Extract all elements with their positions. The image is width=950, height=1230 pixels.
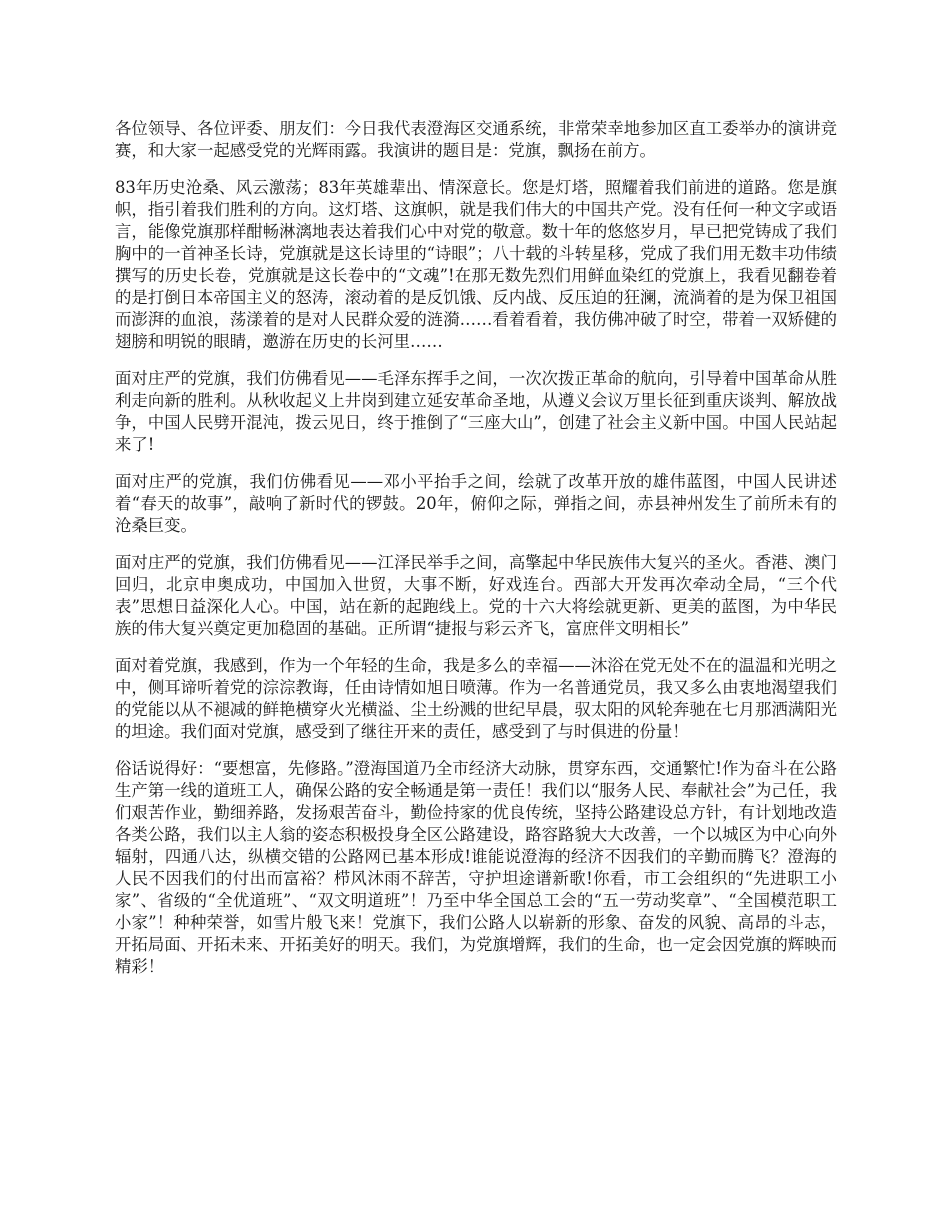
paragraph-jiang: 面对庄严的党旗，我们仿佛看见——江泽民举手之间，高擎起中华民族伟大复兴的圣火。香港、澳门回归，北京申奥成功，中国加入世贸，大事不断，好戏连台。西部大开发再次牵动全局，“三个代表”思想日益深化人心。中国，站在新的起跑线上。党的十六大将绘就更新、更美的蓝图，为中华民族的伟大复兴奠定更加稳固的基础。正所谓“捷报与彩云齐飞，富庶伴文明相长” [115, 553, 837, 638]
paragraph-feeling: 面对着党旗，我感到，作为一个年轻的生命，我是多么的幸福——沐浴在党无处不在的温温和光明之中，侧耳谛听着党的淙淙教诲，任由诗情如旭日喷薄。作为一名普通党员，我又多么由衷地渴望我们的党能以从不褪减的鲜艳横穿火光横溢、尘土纷溅的世纪早晨，驭太阳的风轮奔驰在七月那洒满阳光的坦途。我们面对党旗，感受到了继往开来的责任，感受到了与时俱进的份量！ [115, 656, 837, 741]
paragraph-history: 83年历史沧桑、风云激荡；83年英雄辈出、情深意长。您是灯塔，照耀着我们前进的道路。您是旗帜，指引着我们胜利的方向。这灯塔、这旗帜，就是我们伟大的中国共产党。没有任何一种文字或语言，能像党旗那样酣畅淋漓地表达着我们心中对党的敬意。数十年的悠悠岁月，早已把党铸成了我们胸中的一首神圣长诗，党旗就是这长诗里的“诗眼”；八十载的斗转星移，党成了我们用无数丰功伟绩撰写的历史长卷，党旗就是这长卷中的“文魂”!在那无数先烈们用鲜血染红的党旗上，我看见翻卷着的是打倒日本帝国主义的怒涛，滚动着的是反饥饿、反内战、反压迫的狂澜，流淌着的是为保卫祖国而澎湃的血浪，荡漾着的是对人民群众爱的涟漪……看着看着，我仿佛冲破了时空，带着一双矫健的翅膀和明锐的眼睛，邀游在历史的长河里…… [115, 178, 837, 351]
paragraph-opening: 各位领导、各位评委、朋友们：今日我代表澄海区交通系统，非常荣幸地参加区直工委举办的演讲竞赛，和大家一起感受党的光辉雨露。我演讲的题目是：党旗，飘扬在前方。 [115, 119, 837, 160]
paragraph-mao: 面对庄严的党旗，我们仿佛看见——毛泽东挥手之间，一次次拨正革命的航向，引导着中国革命从胜利走向新的胜利。从秋收起义上井岗到建立延安革命圣地，从遵义会议万里长征到重庆谈判、解放战争，中国人民劈开混沌，拨云见日，终于推倒了“三座大山”，创建了社会主义新中国。中国人民站起来了! [115, 369, 837, 454]
paragraph-roads: 俗话说得好：“要想富，先修路。”澄海国道乃全市经济大动脉，贯穿东西，交通繁忙!作为奋斗在公路生产第一线的道班工人，确保公路的安全畅通是第一责任！我们以“服务人民、奉献社会”为己任，我们艰苦作业，勤细养路，发扬艰苦奋斗，勤俭持家的优良传统，坚持公路建设总方针，有计划地改造各类公路，我们以主人翁的姿态积极投身全区公路建设，路容路貌大大改善，一个以城区为中心向外辐射，四通八达，纵横交错的公路网已基本形成!谁能说澄海的经济不因我们的辛勤而腾飞？澄海的人民不因我们的付出而富裕？栉风沐雨不辞苦，守护坦途谱新歌!你看，市工会组织的“先进职工小家”、省级的“全优道班”、“双文明道班”！乃至中华全国总工会的“五一劳动奖章”、“全国模范职工小家”！种种荣誉，如雪片般飞来！党旗下，我们公路人以崭新的形象、奋发的风貌、高昂的斗志，开拓局面、开拓未来、开拓美好的明天。我们，为党旗增辉，我们的生命，也一定会因党旗的辉映而精彩！ [115, 759, 837, 976]
paragraph-deng: 面对庄严的党旗，我们仿佛看见——邓小平抬手之间，绘就了改革开放的雄伟蓝图，中国人民讲述着“春天的故事”，敲响了新时代的锣鼓。20年，俯仰之际，弹指之间，赤县神州发生了前所未有的沧桑巨变。 [115, 472, 837, 535]
document-body [115, 118, 837, 993]
